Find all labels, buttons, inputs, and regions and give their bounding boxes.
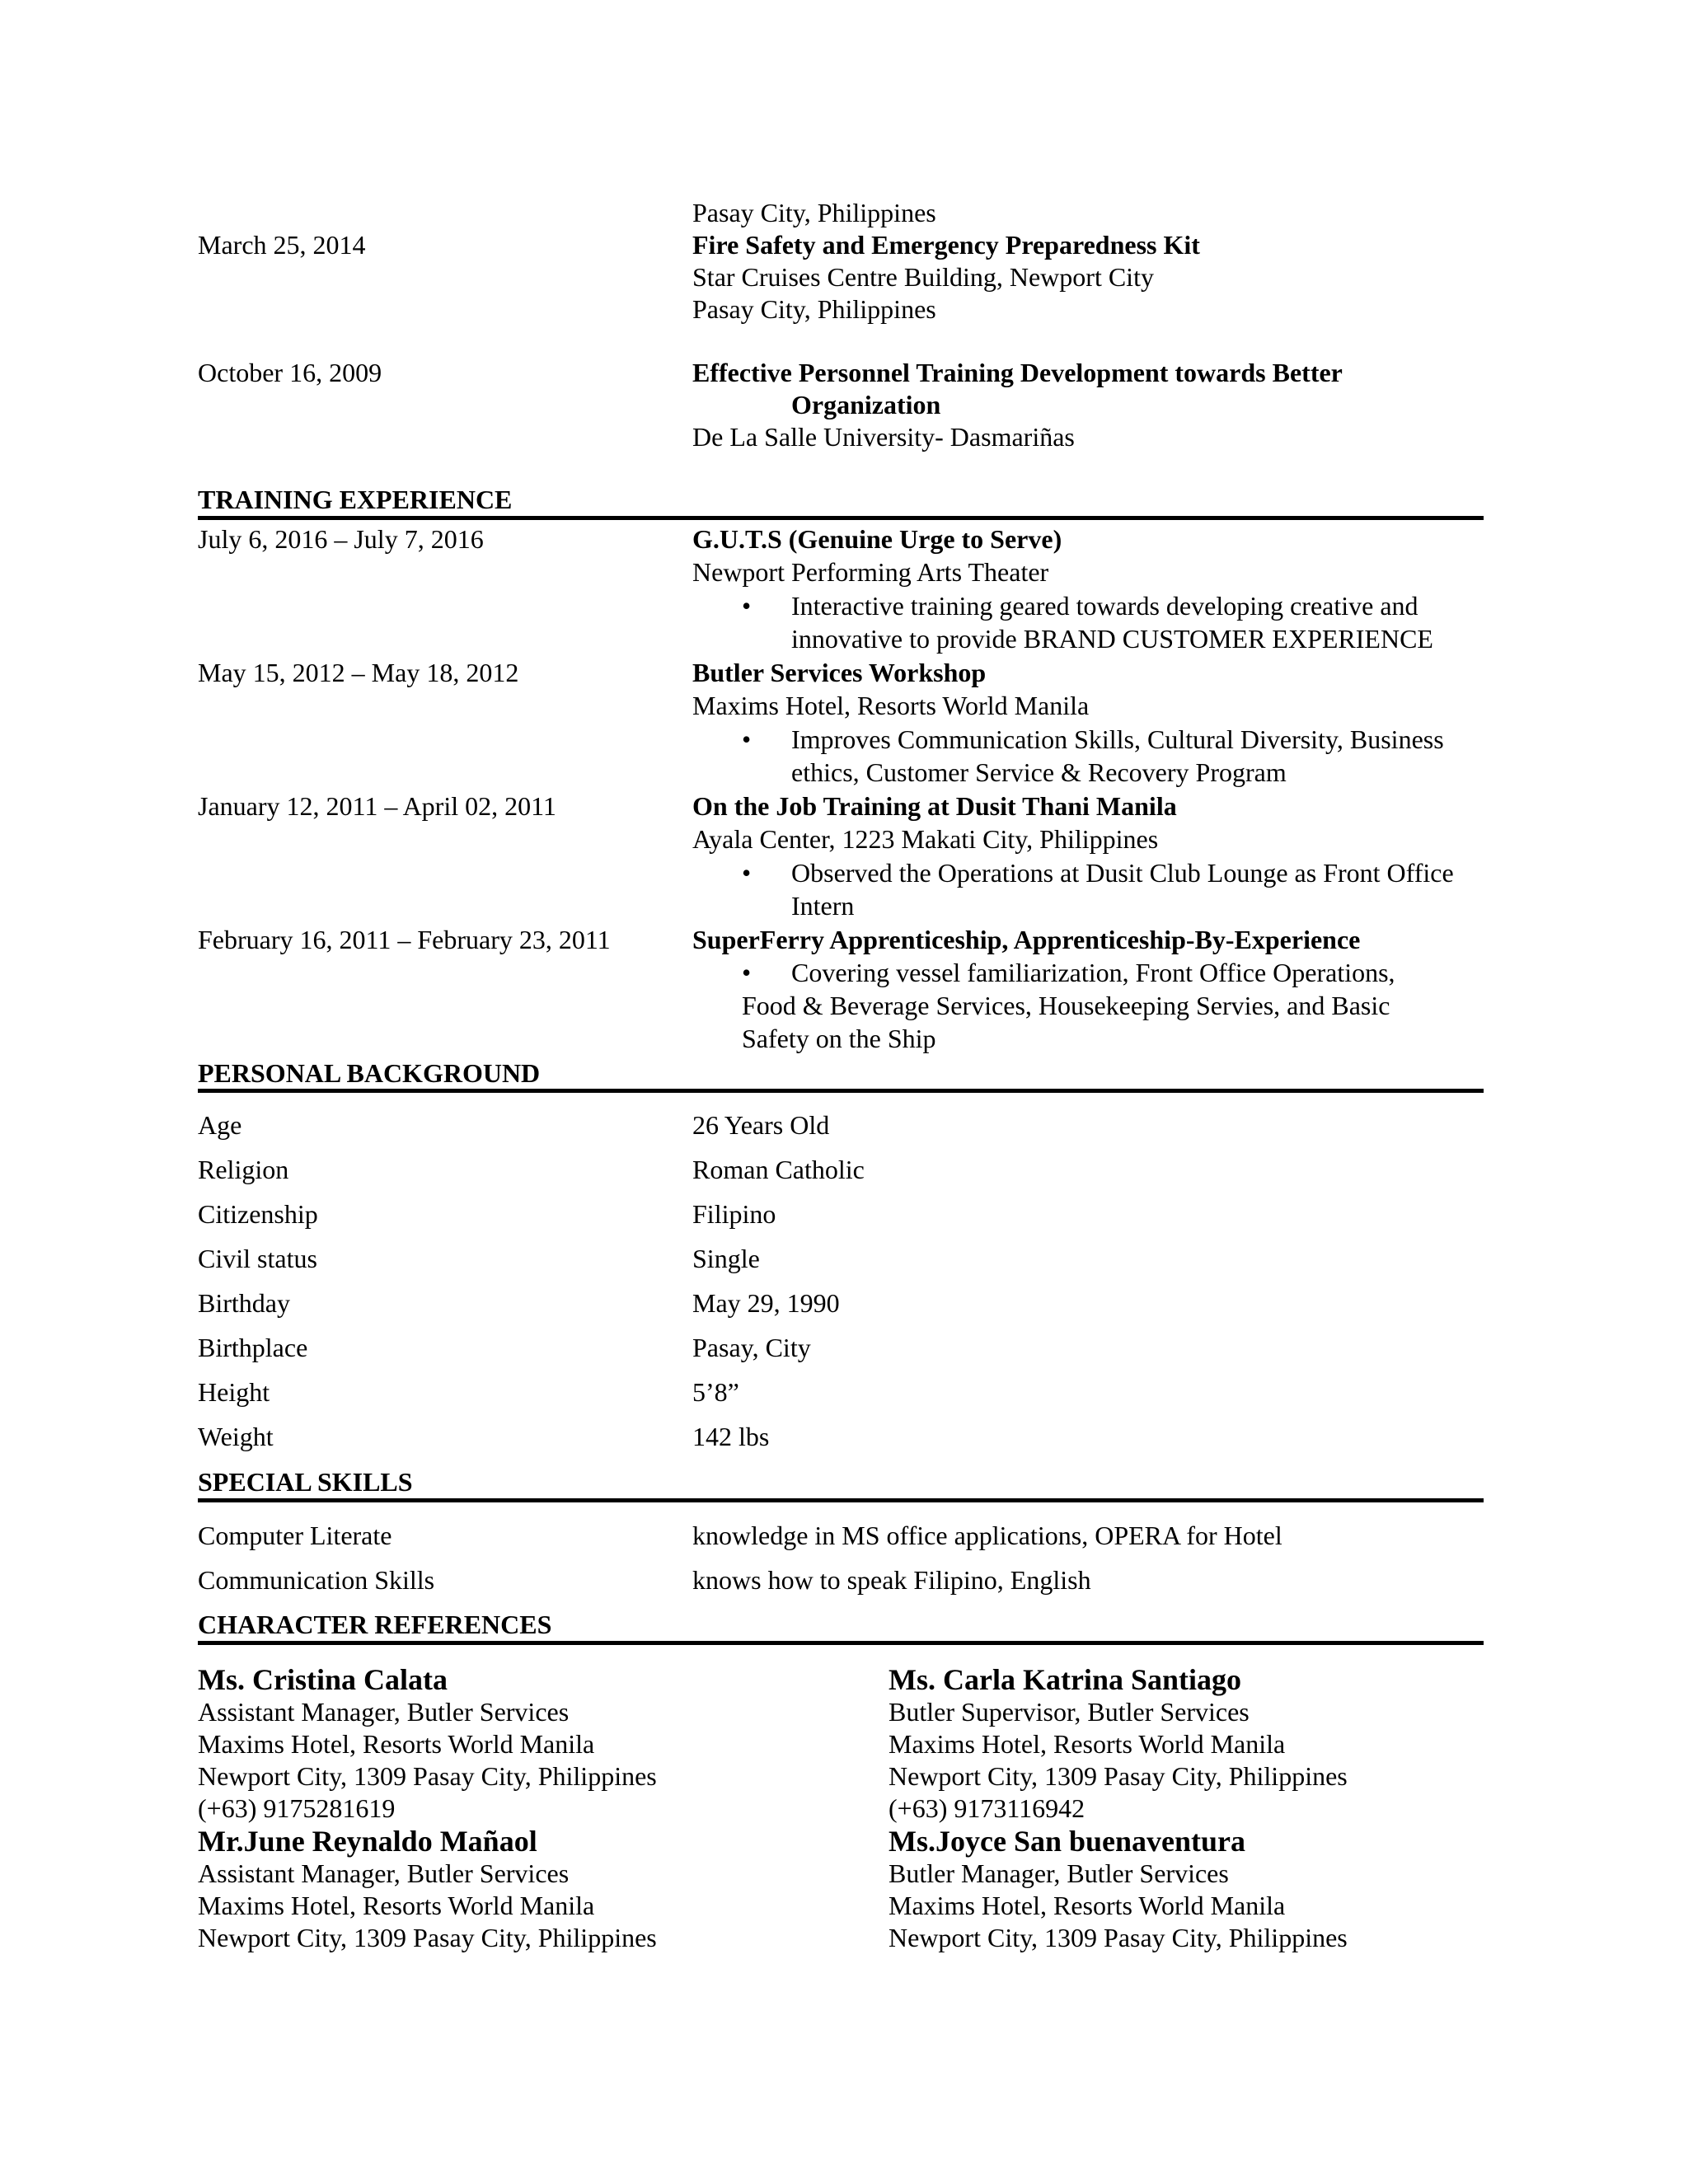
reference-phone: (+63) 9173116942 — [889, 1793, 1085, 1823]
training-date: May 15, 2012 – May 18, 2012 — [198, 658, 519, 687]
personal-label: Religion — [198, 1155, 289, 1184]
training-date: February 16, 2011 – February 23, 2011 — [198, 925, 611, 954]
training-detail: Improves Communication Skills, Cultural Diversity, Business — [791, 724, 1444, 754]
personal-value: Single — [692, 1244, 760, 1273]
reference-employer: Maxims Hotel, Resorts World Manila — [198, 1729, 595, 1759]
seminar-date: March 25, 2014 — [198, 230, 366, 260]
seminar-title: Fire Safety and Emergency Preparedness Kit — [692, 230, 1200, 260]
personal-label: Civil status — [198, 1244, 317, 1273]
seminar-location-line: Pasay City, Philippines — [692, 198, 936, 227]
section-heading-training: TRAINING EXPERIENCE — [198, 485, 513, 514]
seminar-venue: De La Salle University- Dasmariñas — [692, 422, 1075, 452]
section-divider — [198, 1641, 1484, 1645]
reference-employer: Maxims Hotel, Resorts World Manila — [889, 1729, 1286, 1759]
reference-name: Ms. Cristina Calata — [198, 1663, 448, 1696]
reference-name: Ms.Joyce San buenaventura — [889, 1825, 1246, 1858]
training-detail: Food & Beverage Services, Housekeeping Servies, and Basic — [742, 991, 1390, 1020]
seminar-title-continued: Organization — [791, 390, 941, 419]
reference-employer: Maxims Hotel, Resorts World Manila — [198, 1891, 595, 1920]
personal-label: Weight — [198, 1422, 274, 1451]
bullet-icon: • — [742, 858, 752, 888]
bullet-icon: • — [742, 591, 752, 621]
seminar-title: Effective Personnel Training Development towards Better — [692, 358, 1343, 387]
reference-address: Newport City, 1309 Pasay City, Philippines — [198, 1761, 657, 1791]
seminar-date: October 16, 2009 — [198, 358, 382, 387]
personal-label: Age — [198, 1110, 242, 1140]
reference-position: Butler Supervisor, Butler Services — [889, 1697, 1250, 1727]
bullet-icon: • — [742, 958, 752, 987]
skill-label: Communication Skills — [198, 1565, 435, 1595]
personal-value: Filipino — [692, 1199, 776, 1229]
personal-value: 5’8” — [692, 1377, 739, 1407]
reference-employer: Maxims Hotel, Resorts World Manila — [889, 1891, 1286, 1920]
skill-label: Computer Literate — [198, 1521, 392, 1550]
training-title: On the Job Training at Dusit Thani Manila — [692, 791, 1177, 821]
personal-label: Citizenship — [198, 1199, 318, 1229]
seminar-venue: Star Cruises Centre Building, Newport City — [692, 262, 1154, 292]
training-place: Newport Performing Arts Theater — [692, 557, 1049, 587]
reference-phone: (+63) 9175281619 — [198, 1793, 396, 1823]
reference-name: Mr.June Reynaldo Mañaol — [198, 1825, 537, 1858]
training-date: January 12, 2011 – April 02, 2011 — [198, 791, 556, 821]
reference-name: Ms. Carla Katrina Santiago — [889, 1663, 1241, 1696]
section-heading-skills: SPECIAL SKILLS — [198, 1467, 413, 1497]
personal-value: 26 Years Old — [692, 1110, 830, 1140]
section-divider — [198, 1089, 1484, 1093]
training-detail: Interactive training geared towards developing creative and — [791, 591, 1418, 621]
personal-label: Birthday — [198, 1288, 290, 1318]
section-heading-references: CHARACTER REFERENCES — [198, 1610, 552, 1639]
training-place: Maxims Hotel, Resorts World Manila — [692, 691, 1090, 720]
training-detail: Safety on the Ship — [742, 1024, 936, 1053]
training-detail: ethics, Customer Service & Recovery Program — [791, 757, 1287, 787]
personal-label: Birthplace — [198, 1333, 308, 1362]
training-detail: Covering vessel familiarization, Front Office Operations, — [791, 958, 1395, 987]
personal-value: Pasay, City — [692, 1333, 811, 1362]
bullet-icon: • — [742, 724, 752, 754]
reference-address: Newport City, 1309 Pasay City, Philippines — [889, 1761, 1348, 1791]
seminar-city: Pasay City, Philippines — [692, 294, 936, 324]
training-detail: Intern — [791, 891, 855, 921]
reference-address: Newport City, 1309 Pasay City, Philippines — [889, 1923, 1348, 1952]
training-date: July 6, 2016 – July 7, 2016 — [198, 524, 484, 554]
reference-position: Butler Manager, Butler Services — [889, 1858, 1229, 1888]
personal-value: Roman Catholic — [692, 1155, 865, 1184]
training-title: G.U.T.S (Genuine Urge to Serve) — [692, 524, 1062, 554]
reference-position: Assistant Manager, Butler Services — [198, 1858, 570, 1888]
training-title: SuperFerry Apprenticeship, Apprenticeship-By-Experience — [692, 925, 1361, 954]
training-title: Butler Services Workshop — [692, 658, 987, 687]
personal-label: Height — [198, 1377, 270, 1407]
skill-value: knowledge in MS office applications, OPERA for Hotel — [692, 1521, 1282, 1550]
reference-position: Assistant Manager, Butler Services — [198, 1697, 570, 1727]
training-place: Ayala Center, 1223 Makati City, Philippines — [692, 824, 1159, 854]
skill-value: knows how to speak Filipino, English — [692, 1565, 1091, 1595]
personal-value: 142 lbs — [692, 1422, 770, 1451]
personal-value: May 29, 1990 — [692, 1288, 840, 1318]
section-heading-personal: PERSONAL BACKGROUND — [198, 1058, 541, 1088]
reference-address: Newport City, 1309 Pasay City, Philippines — [198, 1923, 657, 1952]
training-detail: innovative to provide BRAND CUSTOMER EXPERIENCE — [791, 624, 1433, 654]
section-divider — [198, 1498, 1484, 1502]
training-detail: Observed the Operations at Dusit Club Lounge as Front Office — [791, 858, 1454, 888]
section-divider — [198, 516, 1484, 520]
